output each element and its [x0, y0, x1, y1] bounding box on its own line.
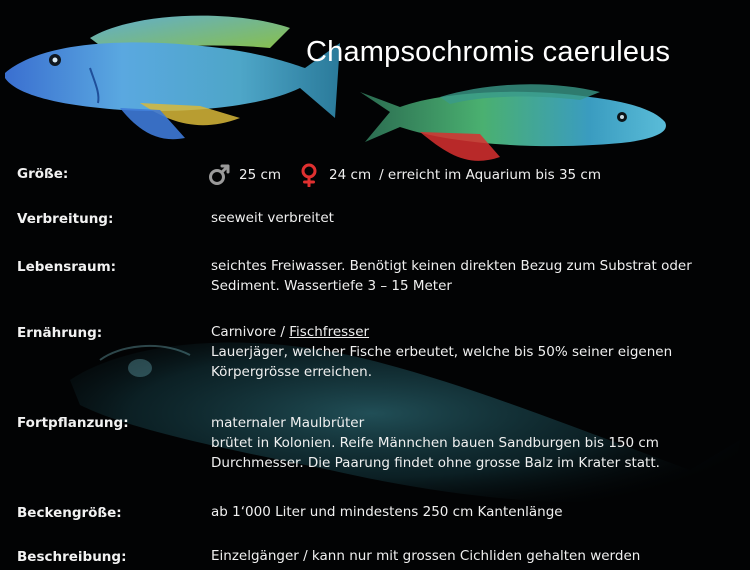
label-habitat: Lebensraum:: [17, 259, 117, 275]
label-diet: Ernährung:: [17, 325, 103, 341]
page-title: Champsochromis caeruleus: [306, 36, 671, 68]
value-description: Einzelgänger / kann nur mit grossen Cichliden gehalten werden: [211, 548, 641, 564]
habitat-line-2: Sediment. Wassertiefe 3 – 15 Meter: [211, 278, 452, 294]
diet-line-1: [211, 322, 672, 342]
male-symbol-icon: [207, 163, 231, 187]
size-suffix: / erreicht im Aquarium bis 35 cm: [379, 167, 601, 183]
male-size-value: 25 cm: [239, 167, 282, 183]
diet-line-2: Lauerjäger, welcher Fische erbeutet, welche bis 50% seiner eigenen: [211, 344, 673, 360]
fish-right-image: [360, 72, 675, 172]
fish-top-left-image: [0, 8, 345, 148]
reproduction-line-3: Durchmesser. Die Paarung findet ohne grosse Balz im Krater statt.: [211, 455, 660, 471]
diet-line-3: Körpergrösse erreichen.: [211, 364, 372, 380]
label-tank-size: Beckengröße:: [17, 505, 122, 521]
label-size: Größe:: [17, 166, 69, 182]
reproduction-line-2: brütet in Kolonien. Reife Männchen bauen Sandburgen bis 150 cm: [211, 435, 659, 451]
label-reproduction: Fortpflanzung:: [17, 415, 129, 431]
value-tank-size: ab 1‘000 Liter und mindestens 250 cm Kantenlänge: [211, 504, 563, 520]
value-reproduction: [211, 413, 660, 473]
habitat-line-1: seichtes Freiwasser. Benötigt keinen direkten Bezug zum Substrat oder: [211, 258, 692, 274]
value-habitat: [211, 256, 692, 296]
value-diet: [211, 322, 672, 382]
label-description: Beschreibung:: [17, 549, 127, 565]
fischfresser-link[interactable]: Fischfresser: [289, 324, 370, 340]
value-size: [207, 163, 601, 187]
female-size-value: 24 cm: [329, 167, 372, 183]
label-distribution: Verbreitung:: [17, 211, 114, 227]
female-symbol-icon: [297, 163, 321, 187]
value-distribution: seeweit verbreitet: [211, 210, 334, 226]
reproduction-line-1: maternaler Maulbrüter: [211, 415, 365, 431]
diet-type: Carnivore /: [211, 324, 290, 340]
